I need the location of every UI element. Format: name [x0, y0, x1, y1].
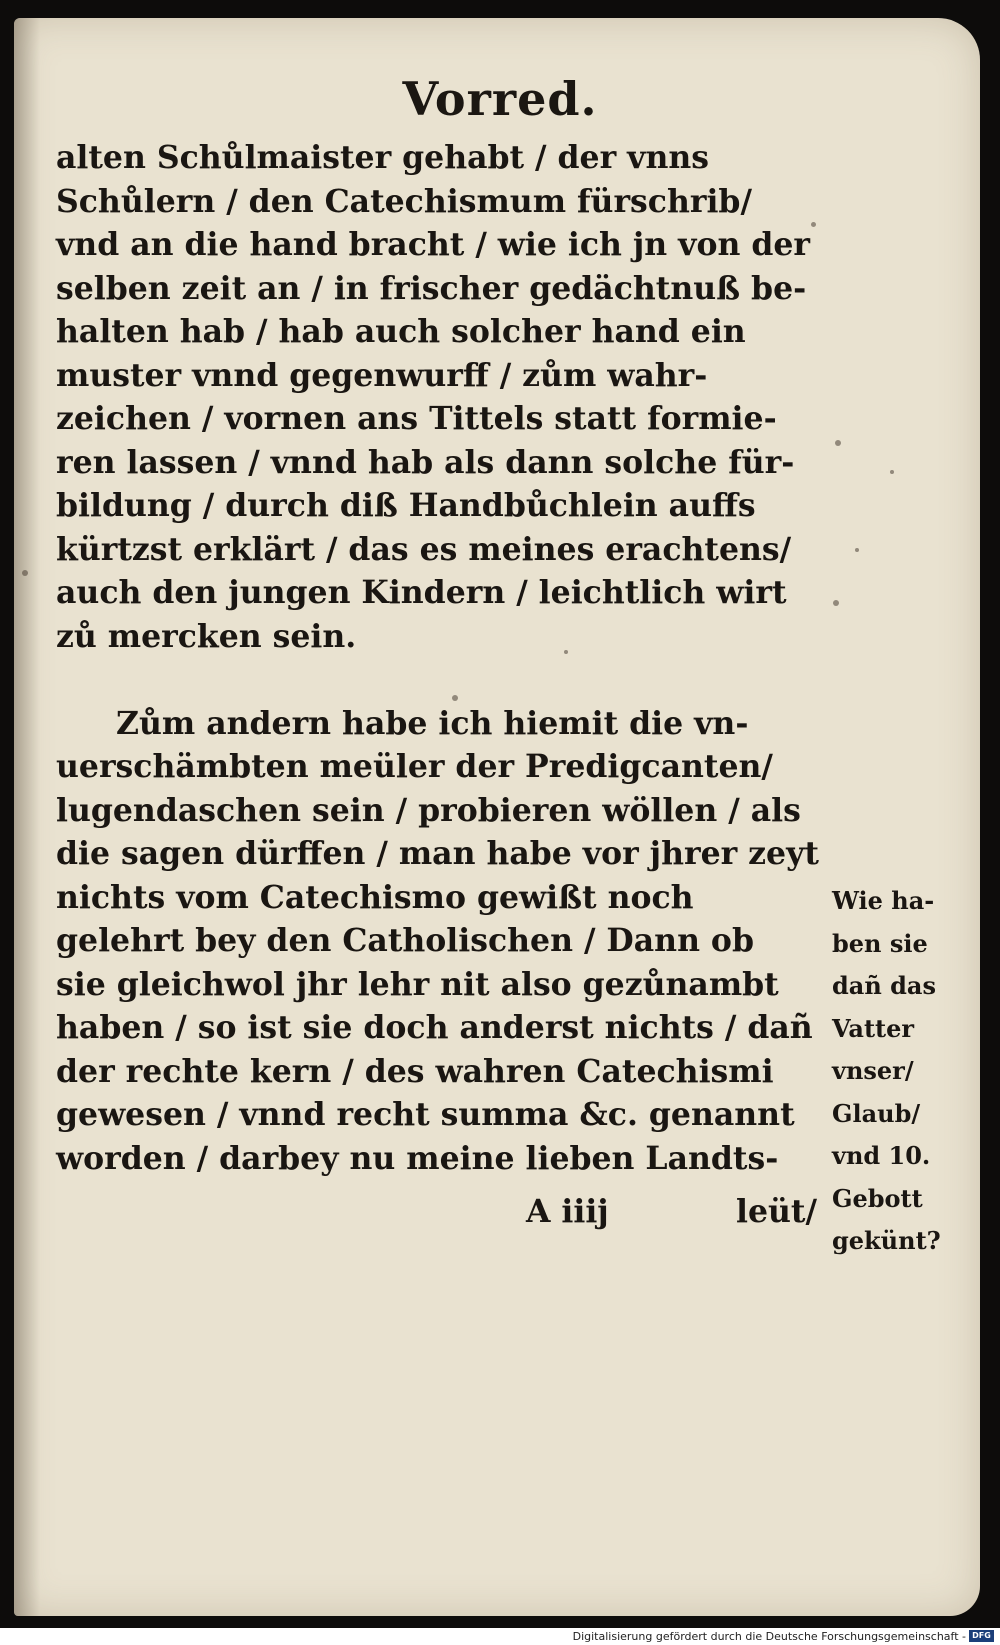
text-line: lugendaschen sein / probieren wöllen / als — [56, 791, 801, 829]
paper-speck — [855, 548, 859, 552]
text-line: sie gleichwol jhr lehr nit also gezůnambt — [56, 965, 779, 1003]
text-line: zeichen / vornen ans Tittels statt formie- — [56, 400, 777, 437]
text-line: alten Schůlmaister gehabt / der vnns — [56, 139, 709, 176]
main-text-block — [56, 136, 819, 1180]
page-gutter-shadow — [14, 18, 40, 1616]
text-line: haben / so ist sie doch anderst nichts / dañ — [56, 1009, 813, 1046]
catchword: leüt/ — [736, 1193, 817, 1230]
text-line: uerschämbten meüler der Predigcanten/ — [56, 748, 773, 785]
text-line: bildung / durch diß Handbůchlein auffs — [56, 487, 756, 524]
text-line: ren lassen / vnnd hab als dann solche für- — [56, 443, 795, 481]
marginal-line: Vatter — [832, 1013, 915, 1043]
paper-speck — [452, 695, 458, 701]
page-title: Vorred. — [402, 72, 598, 126]
paper-speck — [890, 470, 894, 474]
signature-mark: A iiij — [526, 1193, 609, 1230]
marginal-line: ben sie — [832, 928, 928, 958]
text-line: gelehrt bey den Catholischen / Dann ob — [56, 922, 754, 959]
paper-speck — [811, 222, 816, 227]
marginal-note — [832, 880, 972, 1263]
text-line: die sagen dürffen / man habe vor jhrer zeyt — [56, 835, 819, 872]
marginal-line: vnser/ — [832, 1056, 914, 1085]
marginal-line: vnd 10. — [832, 1141, 931, 1170]
marginal-line: Gebott — [832, 1183, 923, 1213]
text-line: selben zeit an / in frischer gedächtnuß be- — [56, 269, 807, 307]
marginal-line: gekünt? — [832, 1226, 941, 1255]
paper-speck — [835, 440, 841, 446]
paragraph-2 — [56, 702, 819, 1181]
paper-speck — [22, 570, 28, 576]
marginal-line: Glaub/ — [832, 1098, 921, 1128]
marginal-line: dañ das — [832, 971, 936, 1000]
text-line: vnd an die hand bracht / wie ich jn von der — [56, 226, 811, 263]
paragraph-1 — [56, 136, 816, 658]
text-line: Zům andern habe ich hiemit die vn- — [116, 704, 749, 742]
text-line: zů mercken sein. — [56, 617, 357, 655]
text-line: muster vnnd gegenwurff / zům wahr- — [56, 356, 708, 394]
footer-credit: Digitalisierung gefördert durch die Deutsche Forschungsgemeinschaft - — [572, 1630, 966, 1643]
text-line: halten hab / hab auch solcher hand ein — [56, 313, 746, 350]
dfg-logo: DFG — [969, 1630, 994, 1642]
text-line: kürtzst erklärt / das es meines erachtens/ — [56, 530, 792, 568]
paper-speck — [833, 600, 839, 606]
text-line: auch den jungen Kindern / leichtlich wirt — [56, 574, 787, 611]
signature-line — [56, 1193, 816, 1237]
text-line: worden / darbey nu meine lieben Landts- — [56, 1139, 779, 1177]
text-line: gewesen / vnnd recht summa &c. genannt — [56, 1096, 795, 1133]
text-line: Schůlern / den Catechismum fürschrib/ — [56, 182, 752, 220]
paper-speck — [564, 650, 568, 654]
text-line: der rechte kern / des wahren Catechismi — [56, 1052, 774, 1090]
marginal-line: Wie ha- — [832, 886, 935, 915]
text-line: nichts vom Catechismo gewißt noch — [56, 878, 694, 916]
